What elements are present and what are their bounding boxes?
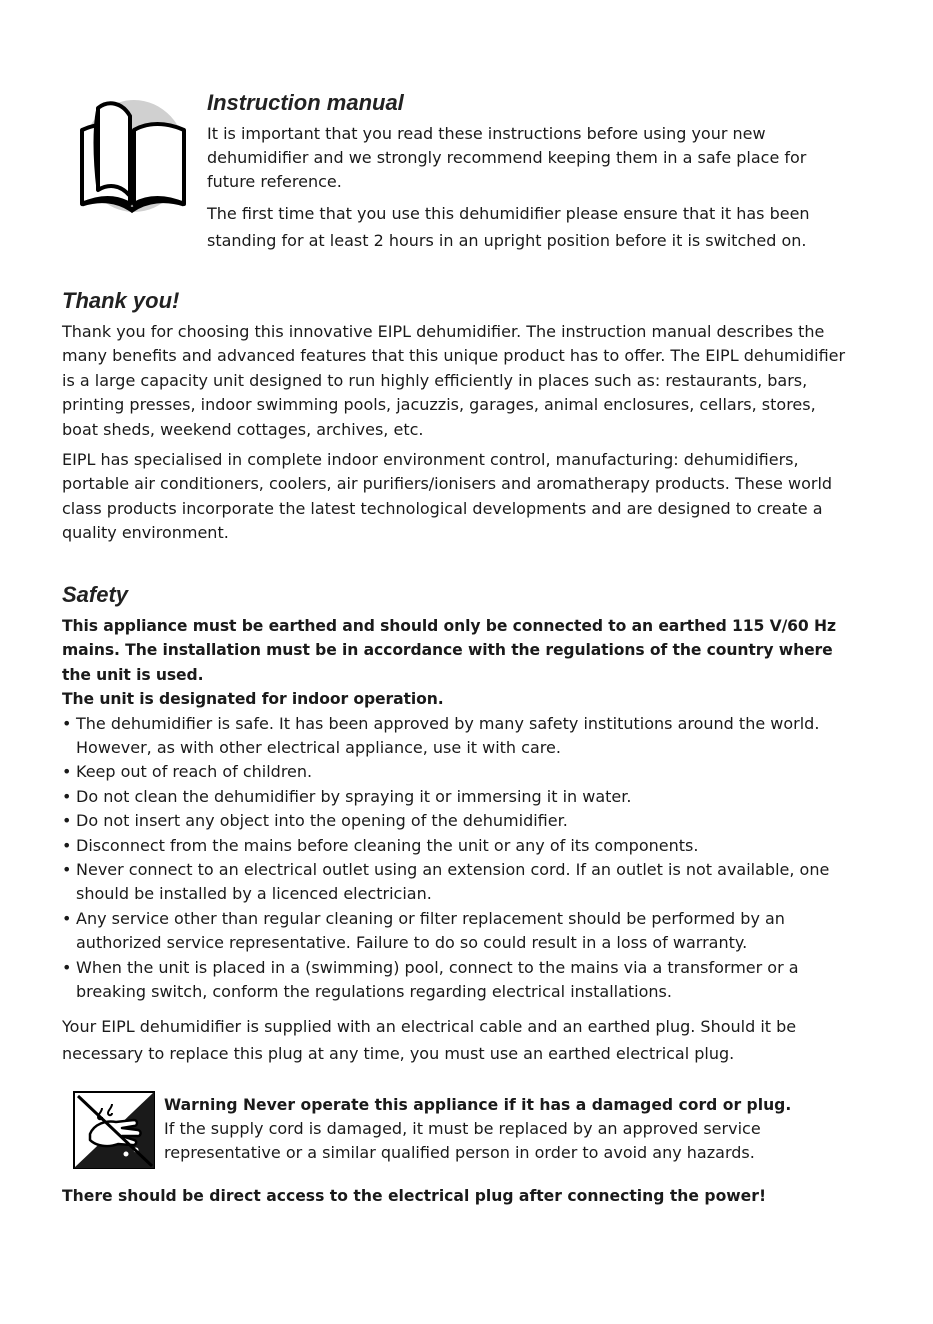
list-item: • Do not insert any object into the opening of the dehumidifier.	[62, 809, 852, 833]
list-item: • Keep out of reach of children.	[62, 760, 852, 784]
warning-text: If the supply cord is damaged, it must be replaced by an approved service representative or a similar qualified person in order to avoid any hazards.	[164, 1119, 761, 1162]
intro-paragraph-1: It is important that you read these instructions before using your new dehumidifier and we strongly recommend keeping them in a safe place for future reference.	[207, 124, 807, 191]
list-item: • Disconnect from the mains before cleaning the unit or any of its components.	[62, 834, 852, 858]
no-wet-hands-icon	[72, 1090, 156, 1170]
safety-bullet-list	[62, 712, 852, 1005]
thank-you-title: Thank you!	[62, 288, 180, 313]
list-item: • Never connect to an electrical outlet using an extension cord. If an outlet is not available, one should be installed by a licenced electrician.	[62, 858, 852, 907]
thank-you-section	[62, 288, 852, 546]
list-item: • Do not clean the dehumidifier by spraying it or immersing it in water.	[62, 785, 852, 809]
list-item: • Any service other than regular cleaning or filter replacement should be performed by an authorized service representative. Failure to do so could result in a loss of warranty.	[62, 907, 852, 956]
list-item: • When the unit is placed in a (swimming) pool, connect to the mains via a transformer or a breaking switch, conform the regulations regarding electrical installations.	[62, 956, 852, 1005]
list-item: • The dehumidifier is safe. It has been approved by many safety institutions around the world. However, as with other electrical appliance, use it with care.	[62, 712, 852, 761]
warning-title: Warning Never operate this appliance if it has a damaged cord or plug.	[164, 1096, 792, 1114]
safety-indoor-notice: The unit is designated for indoor operation.	[62, 690, 444, 709]
supply-paragraph: Your EIPL dehumidifier is supplied with an electrical cable and an earthed plug. Should it be necessary to replace this plug at any time, you must use an earthed electrical plug.	[62, 1016, 797, 1063]
book-icon	[68, 96, 196, 220]
safety-section	[62, 582, 852, 1067]
thank-you-paragraph-2: EIPL has specialised in complete indoor environment control, manufacturing: dehumidifiers, portable air conditioners, coolers, air purifiers/ionisers and aromatherapy products. These world class products incorporate the latest technological developments and are designed to create a quality environment.	[62, 450, 833, 543]
thank-you-paragraph-1: Thank you for choosing this innovative EIPL dehumidifier. The instruction manual describes the many benefits and advanced features that this unique product has to offer. The EIPL dehumidifier is a large capacity unit designed to run highly efficiently in places such as: restaurants, bars, printing presses, indoor swimming pools, jacuzzis, garages, animal enclosures, cellars, stores, boat sheds, weekend cottages, archives, etc.	[62, 322, 846, 439]
final-note: There should be direct access to the electrical plug after connecting the power!	[62, 1187, 767, 1205]
intro-section	[207, 90, 847, 254]
intro-paragraph-2: The first time that you use this dehumidifier please ensure that it has been standing for at least 2 hours in an upright position before it is switched on.	[207, 204, 810, 250]
warning-block	[164, 1093, 854, 1165]
safety-title: Safety	[62, 582, 129, 607]
intro-title: Instruction manual	[207, 90, 404, 115]
safety-earth-notice: This appliance must be earthed and should only be connected to an earthed 115 V/60 Hz mains. The installation must be in accordance with the regulations of the country where the unit is used.	[62, 617, 836, 684]
